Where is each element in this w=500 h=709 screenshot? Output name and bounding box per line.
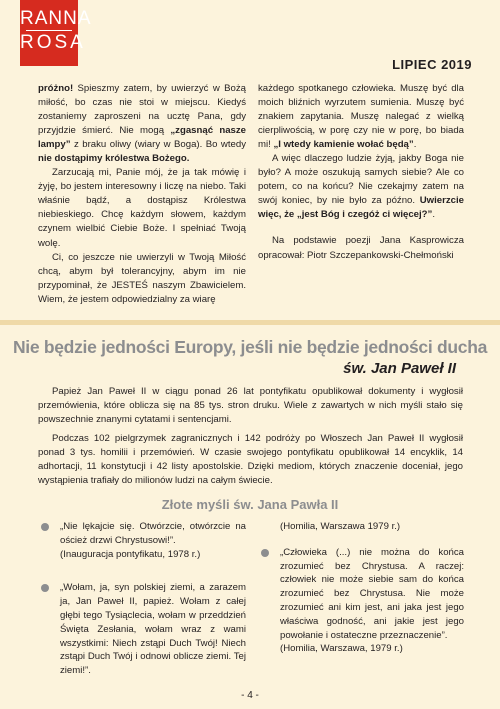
intro-paragraph-2: Podczas 102 pielgrzymek zagranicznych i 142 podróży po Włoszech Jan Paweł II wygłosił ponad 3 tys. homilii i przemówień. W czasie swojego pontyfikatu opublikował 14 encyklik, 14 adhortacji, 11 konstytucji i 42 listy apostolskie. Dzięki mediom, których znaczenie doceniał, jego wystąpienia trafiały do milionów ludzi na całym świecie. — [38, 433, 463, 487]
logo-divider — [26, 30, 72, 31]
magazine-logo — [20, 0, 92, 66]
bold-text: nie dostąpimy królestwa Bożego. — [38, 153, 190, 165]
article2-subtitle: św. Jan Paweł II — [343, 360, 456, 377]
text-run: z braku oliwy (wiary w Boga). Bo wtedy — [70, 139, 246, 151]
bullet-icon — [41, 523, 49, 531]
text-run: Spieszmy zatem, by uwierzyć w Bożą miłość, bo czas nie stoi w miejscu. Kiedyś zostaniemy zaproszeni na ucztę Pana, gdy przyjdzie śmierć. Nie mogą — [38, 83, 246, 137]
article1-right-column — [258, 82, 464, 263]
article2-intro — [38, 385, 463, 488]
text-run: Ci, co jeszcze nie uwierzyli w Twoją Miłość chcą, abym był tolerancyjny, abym im nie przypominał, że JESTEŚ naszym Zbawicielem. Wiem, że jestem odpowiedzialny za wiarę — [38, 251, 246, 305]
quote-item — [38, 520, 246, 548]
quote-text: „Wołam, ja, syn polskiej ziemi, a zarazem ja, Jan Paweł II, papież. Wołam z całej głębi tego Tysiąclecia, wołam w przeddzień Święta Zesłania, wołam wraz z wami wszystkimi: Niech zstąpi Duch Twój! Niech zstąpi Duch Twój i odnowi oblicze ziemi. Tej ziemi!”. — [60, 582, 246, 677]
text-run: A więc dlaczego ludzie żyją, jakby Boga nie było? A może oszukują samych siebie? Ale co potem, co na końcu? Nie czekajmy zatem na swój koniec, by nie było za późno. — [258, 153, 464, 207]
text-run: . — [432, 209, 436, 221]
quotes-right-column — [258, 520, 464, 656]
bold-text: „I wtedy kamienie wołać będą” — [273, 139, 414, 151]
logo-line-2: ROSA — [20, 32, 86, 53]
quotes-heading: Złote myśli św. Jana Pawła II — [161, 497, 339, 512]
quote-item — [38, 581, 246, 678]
text-run: . — [413, 139, 417, 151]
bold-text: próżno! — [38, 83, 74, 94]
bold-text: „zgasnąć nasze lampy” — [38, 125, 246, 151]
quote-source: (Inauguracja pontyfikatu, 1978 r.) — [60, 548, 201, 560]
issue-date: LIPIEC 2019 — [392, 57, 472, 72]
quote-source: (Homilia, Warszawa 1979 r.) — [280, 521, 401, 532]
bullet-icon — [41, 584, 49, 592]
paragraph — [38, 251, 246, 307]
paragraph — [258, 152, 464, 222]
quote-text: „Nie lękajcie się. Otwórzcie, otwórzcie na oścież drzwi Chrystusowi!”. — [60, 521, 246, 546]
article1-right-paragraphs — [258, 82, 464, 222]
intro-paragraph-1: Papież Jan Paweł II w ciągu ponad 26 lat pontyfikatu opublikował dokumenty i wygłosił przemówienia, które oblicza się na 85 tys. stron druku. Wiele z zawartych w nich myśli stało się powszechnie znanymi cytatami i sentencjami. — [38, 386, 463, 426]
text-run: każdego spotkanego człowieka. Muszę być dla moich bliźnich wyrzutem sumienia. Muszę być znakiem zapytania. Muszę nalegać z wielką cierpliwością, w porę czy nie w porę, bo biada mi! — [258, 83, 464, 151]
article1-left-column — [38, 82, 246, 307]
paragraph — [38, 82, 246, 166]
logo-line-1: RANNA — [20, 8, 92, 29]
paragraph — [38, 166, 246, 250]
quote-item — [258, 546, 464, 643]
quote-source: (Homilia, Warszawa, 1979 r.) — [280, 643, 403, 655]
quote-text: „Człowieka (...) nie można do końca zrozumieć bez Chrystusa. A raczej: człowiek nie może siebie sam do końca zrozumieć bez Chrystusa. Nie może zrozumieć ani kim jest, ani jaka jest jego właściwa godność, ani jakie jest jego powołanie i ostateczne przeznaczenie”. — [280, 546, 464, 641]
article1-signature: Na podstawie poezji Jana Kasprowicza opracował: Piotr Szczepankowski-Chełmoński — [258, 235, 464, 261]
page-number: - 4 - — [241, 690, 259, 701]
paragraph — [258, 82, 464, 152]
section-divider — [0, 320, 500, 325]
bullet-icon — [261, 549, 269, 557]
quotes-left-column — [38, 520, 246, 678]
bold-text: Uwierzcie więc, że „jest Bóg i czegóż ci więcej?” — [258, 195, 464, 221]
article2-title: Nie będzie jedności Europy, jeśli nie będzie jedności ducha — [12, 337, 488, 357]
text-run: Zarzucają mi, Panie mój, że ja tak mówię i żyję, bo jestem interesowny i liczę na niebo. Taki właśnie bądź, a dostąpisz Królestwa niebieskiego. Chcę każdym słowem, każdym czynem wielbić Ciebie Boże. I spełniać Twoją wolę. — [38, 167, 246, 249]
